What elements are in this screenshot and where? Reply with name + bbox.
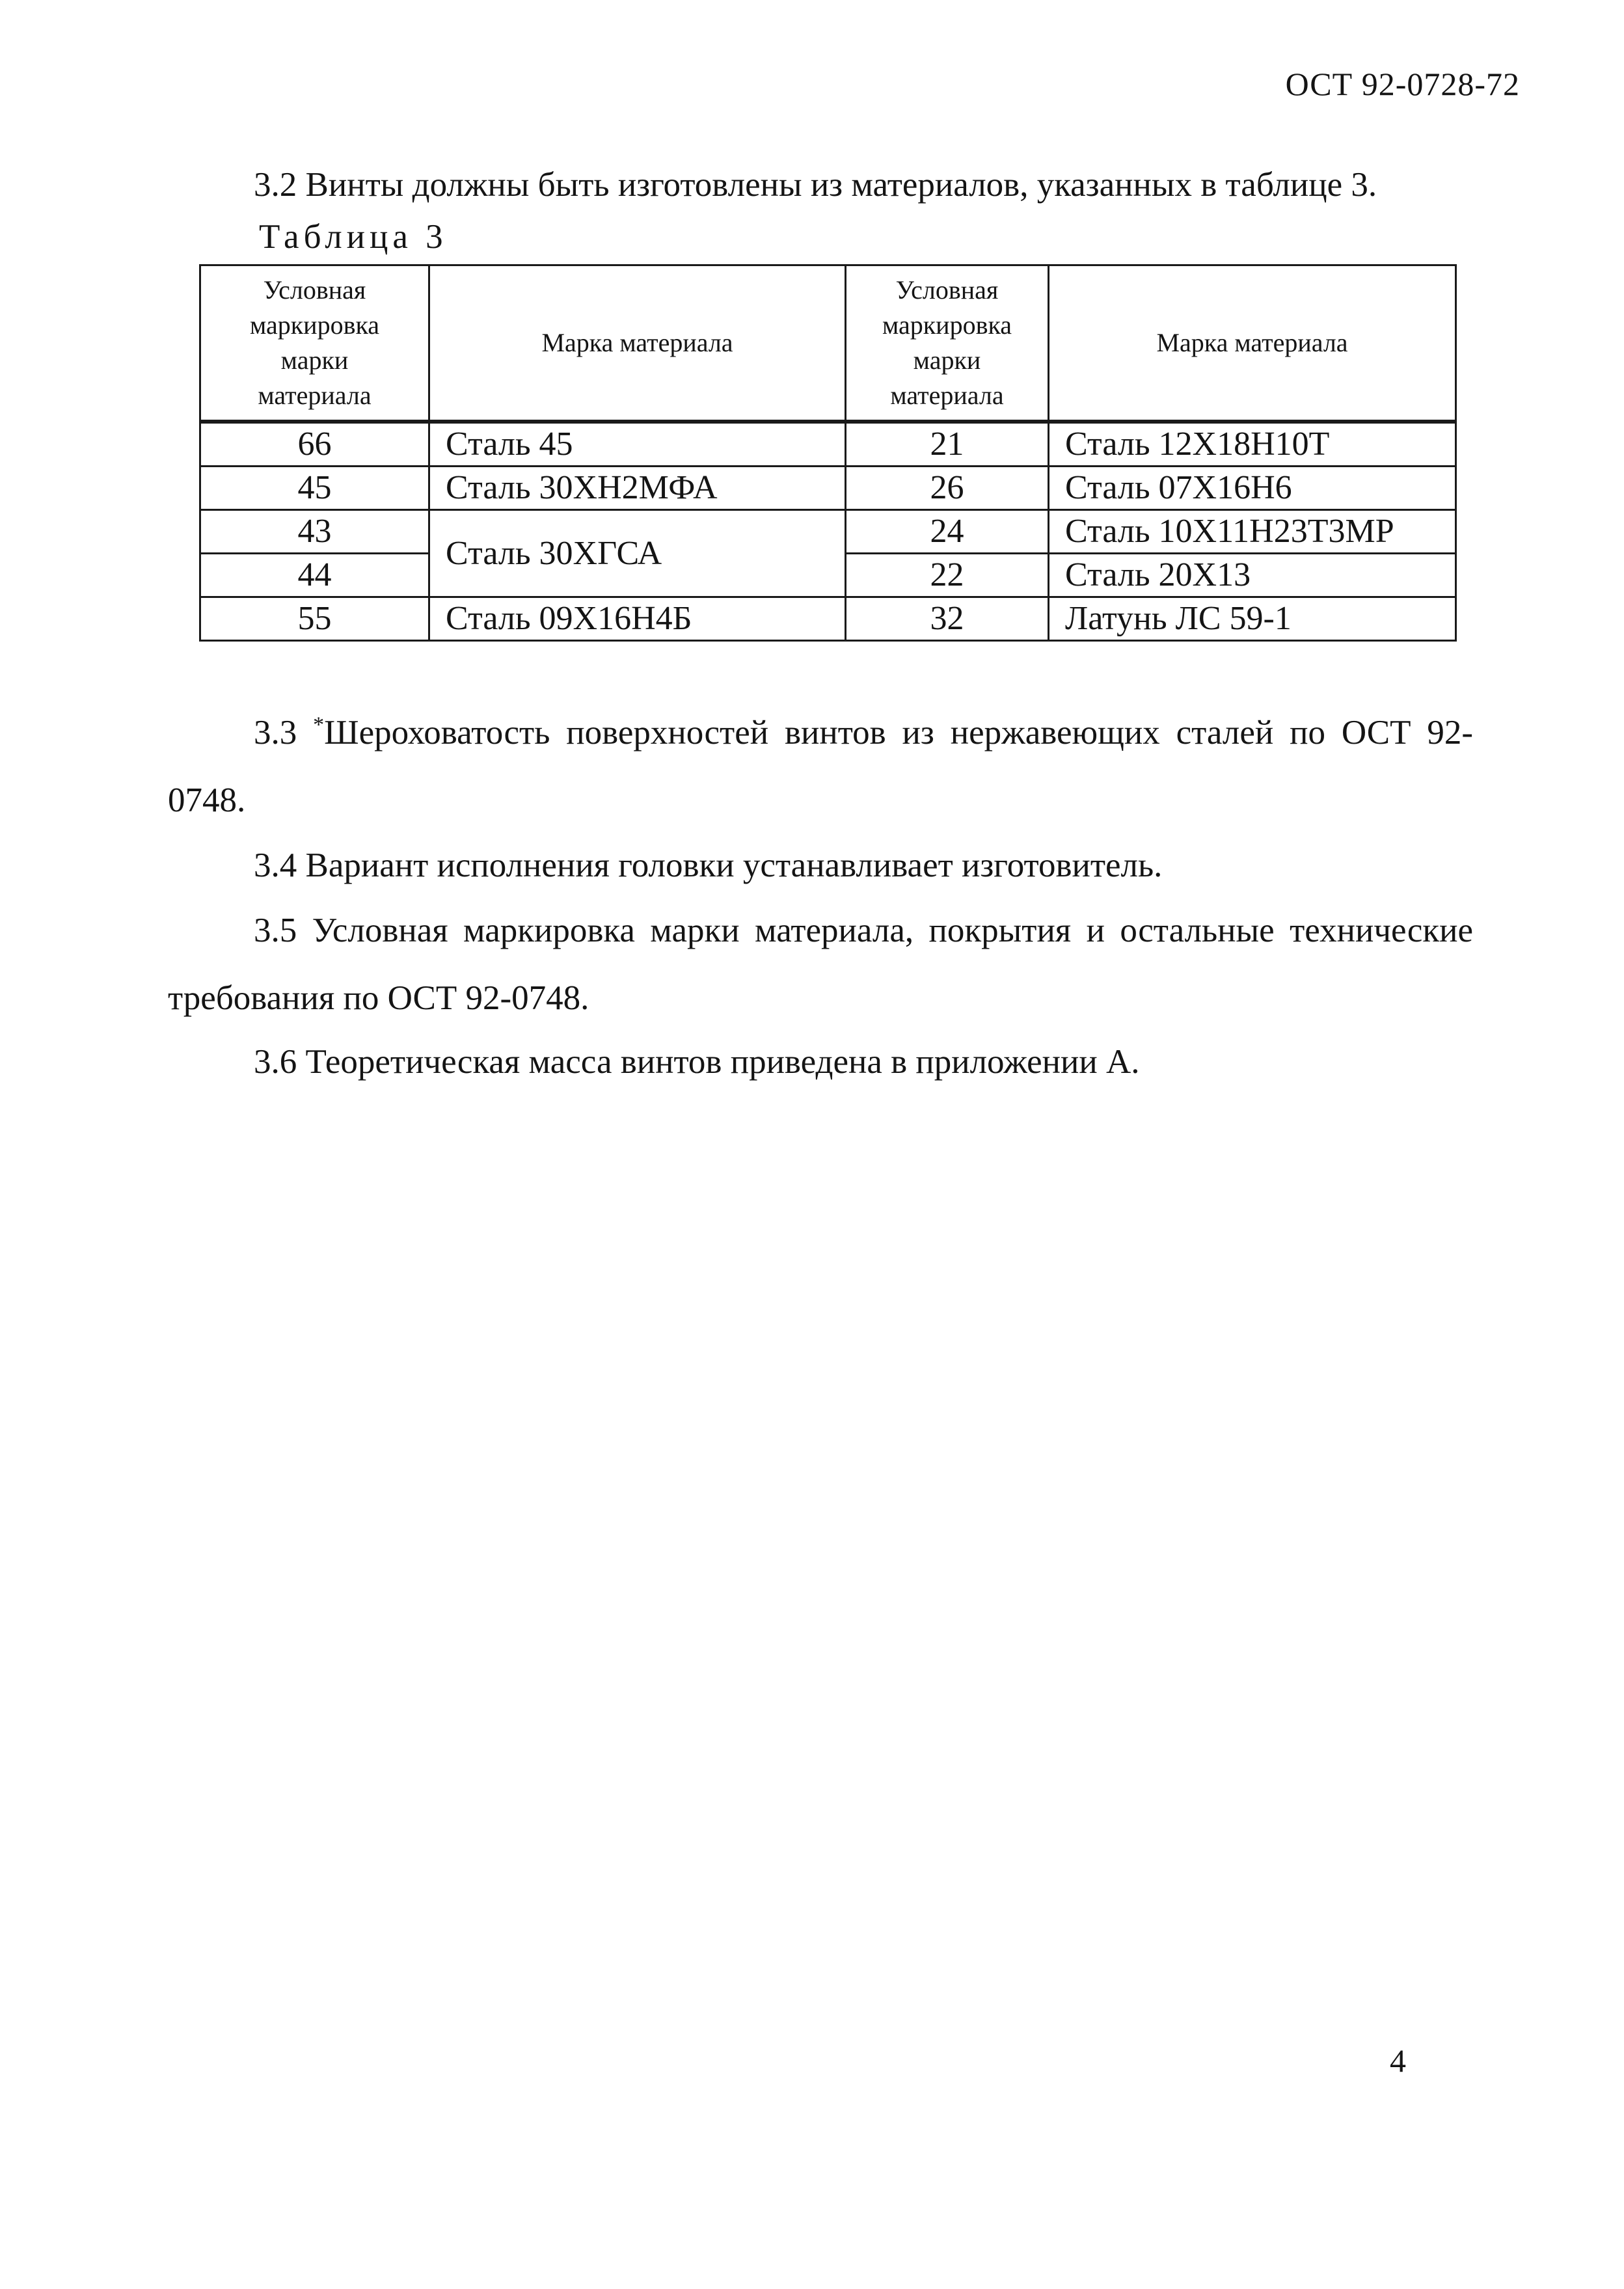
cell-code-right: 22 <box>846 554 1049 597</box>
paragraph-3-3 <box>168 699 1473 834</box>
paragraph-3-3-text: Шероховатость поверхностей винтов из нержавеющих сталей по ОСТ 92-0748. <box>168 714 1473 819</box>
cell-code-left: 55 <box>200 597 429 641</box>
table-caption: Таблица 3 <box>259 218 448 256</box>
paragraph-3-4-text: 3.4 Вариант исполнения головки устанавливает изготовитель. <box>254 847 1163 884</box>
cell-material-right: Латунь ЛС 59-1 <box>1049 597 1456 641</box>
cell-code-right: 24 <box>846 510 1049 554</box>
cell-material-left: Сталь 09Х16Н4Б <box>429 597 846 641</box>
cell-material-right: Сталь 07Х16Н6 <box>1049 467 1456 510</box>
cell-code-right: 32 <box>846 597 1049 641</box>
cell-code-left: 43 <box>200 510 429 554</box>
cell-material-right: Сталь 10Х11Н23Т3МР <box>1049 510 1456 554</box>
paragraph-3-4 <box>168 832 1473 899</box>
cell-material-left-merged: Сталь 30ХГСА <box>429 510 846 597</box>
paragraph-3-6 <box>168 1028 1473 1096</box>
paragraph-3-5 <box>168 897 1473 1032</box>
table-row <box>200 510 1456 554</box>
paragraph-3-5-text: 3.5 Условная маркировка марки материала, покрытия и остальные технические требования по ОСТ 92-0748. <box>168 912 1473 1017</box>
header-code-right: Условная маркировка марки материала <box>846 265 1049 422</box>
table-row <box>200 422 1456 467</box>
cell-code-left: 45 <box>200 467 429 510</box>
paragraph-3-6-text: 3.6 Теоретическая масса винтов приведена в приложении А. <box>254 1043 1140 1081</box>
footnote-asterisk: * <box>313 712 325 737</box>
materials-table <box>199 264 1457 642</box>
header-material-left: Марка материала <box>429 265 846 422</box>
table-row <box>200 597 1456 641</box>
cell-material-right: Сталь 12Х18Н10Т <box>1049 422 1456 467</box>
cell-code-right: 26 <box>846 467 1049 510</box>
header-material-right: Марка материала <box>1049 265 1456 422</box>
cell-code-left: 44 <box>200 554 429 597</box>
page-number: 4 <box>1390 2042 1406 2079</box>
cell-material-right: Сталь 20Х13 <box>1049 554 1456 597</box>
table-row <box>200 467 1456 510</box>
table-header-row <box>200 265 1456 422</box>
cell-code-right: 21 <box>846 422 1049 467</box>
cell-material-left: Сталь 30ХН2МФА <box>429 467 846 510</box>
cell-material-left: Сталь 45 <box>429 422 846 467</box>
paragraph-3-2-text: 3.2 Винты должны быть изготовлены из материалов, указанных в таблице 3. <box>254 166 1377 204</box>
document-code-header: ОСТ 92-0728-72 <box>1285 66 1520 102</box>
header-code-left: Условная маркировка марки материала <box>200 265 429 422</box>
cell-code-left: 66 <box>200 422 429 467</box>
paragraph-3-2 <box>168 151 1473 219</box>
paragraph-3-3-number: 3.3 <box>254 714 297 752</box>
